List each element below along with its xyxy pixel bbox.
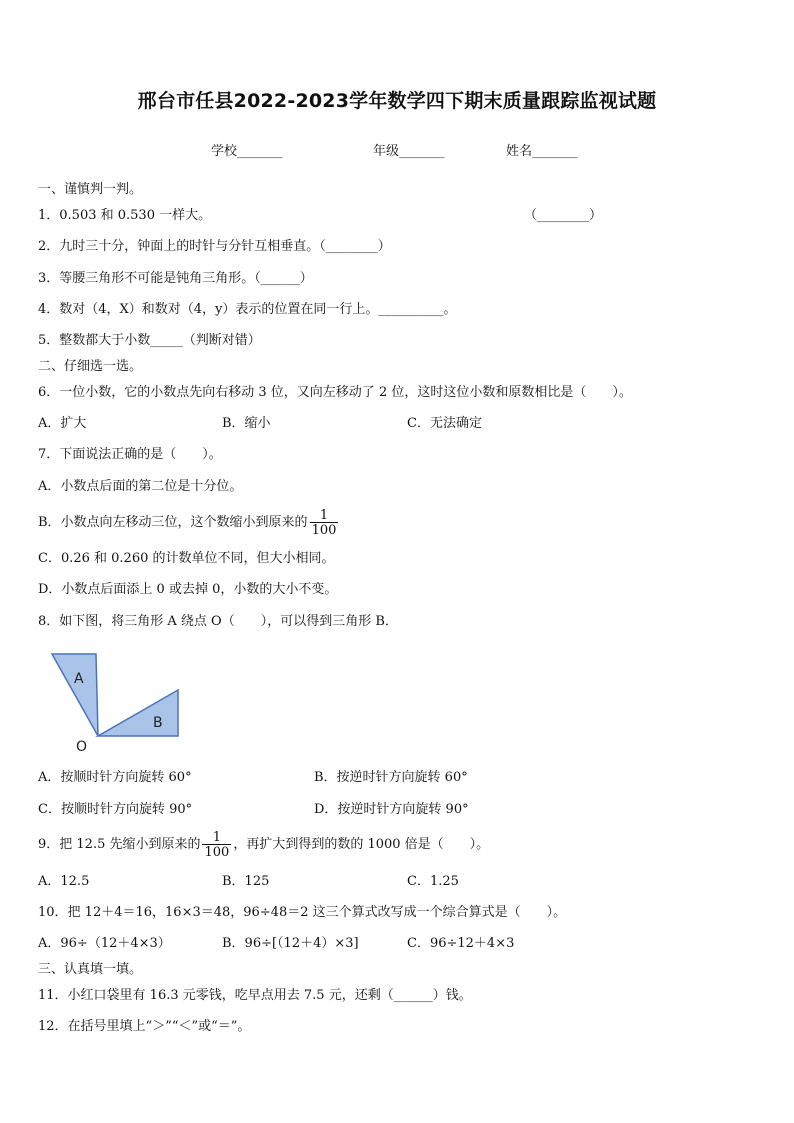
question-3: 3．等腰三角形不可能是钝角三角形。（______） — [38, 271, 313, 286]
section-heading-1: 一、谨慎判一判。 — [38, 182, 143, 197]
section-heading-2: 二、仔细选一选。 — [38, 359, 143, 374]
question-5: 5．整数都大于小数_____（判断对错） — [38, 333, 261, 348]
question-10-option-c: C．96÷12＋4×3 — [407, 936, 515, 951]
triangle-b-label: B — [153, 715, 163, 731]
question-7-option-c: C．0.26 和 0.260 的计数单位不同，但大小相同。 — [38, 551, 335, 566]
question-9-option-b: B．125 — [222, 874, 270, 889]
fraction-one-hundredth — [202, 831, 231, 859]
question-2: 2．九时三十分，钟面上的时针与分针互相垂直。（________） — [38, 239, 391, 254]
question-8-option-d: D．按逆时针方向旋转 90° — [314, 802, 469, 817]
question-6-option-b: B．缩小 — [222, 416, 271, 431]
rotation-figure — [48, 648, 188, 758]
question-1-blank: （________） — [524, 208, 603, 223]
triangle-b — [98, 690, 178, 736]
question-9 — [38, 826, 489, 864]
fraction-numerator: 1 — [212, 829, 222, 845]
question-10-option-b: B．96÷[（12＋4）×3] — [222, 936, 359, 951]
question-12: 12．在括号里填上“＞”“＜”或“＝”。 — [38, 1019, 251, 1034]
question-8-option-b: B．按逆时针方向旋转 60° — [314, 770, 468, 785]
question-7-option-d: D．小数点后面添上 0 或去掉 0，小数的大小不变。 — [38, 582, 338, 597]
question-10: 10．把 12＋4＝16，16×3＝48，96÷48＝2 这三个算式改写成一个综合算式是（ ）。 — [38, 905, 567, 920]
fraction-denominator: 100 — [311, 522, 337, 538]
question-11: 11．小红口袋里有 16.3 元零钱，吃早点用去 7.5 元，还剩（______）钱。 — [38, 988, 472, 1003]
question-8: 8．如下图，将三角形 A 绕点 O（ ），可以得到三角形 B． — [38, 614, 398, 629]
question-1: 1．0.503 和 0.530 一样大。 — [38, 208, 212, 223]
name-field: 姓名_______ — [506, 144, 578, 159]
triangle-a — [52, 654, 98, 736]
fraction-numerator: 1 — [319, 507, 329, 523]
question-7-option-b — [38, 504, 340, 542]
question-10-option-a: A．96÷（12＋4×3） — [38, 936, 171, 951]
section-heading-3: 三、认真填一填。 — [38, 962, 143, 977]
question-6-option-a: A．扩大 — [38, 416, 87, 431]
question-9-text-pre: 9．把 12.5 先缩小到原来的 — [38, 837, 201, 852]
question-8-option-c: C．按顺时针方向旋转 90° — [38, 802, 193, 817]
school-field: 学校_______ — [211, 144, 283, 159]
question-7: 7．下面说法正确的是（ ）。 — [38, 447, 222, 462]
question-7-option-b-text: B．小数点向左移动三位，这个数缩小到原来的 — [38, 515, 308, 530]
point-o-label: O — [76, 739, 88, 755]
grade-field: 年级_______ — [373, 144, 445, 159]
question-8-option-a: A．按顺时针方向旋转 60° — [38, 770, 192, 785]
question-4: 4．数对（4，X）和数对（4，y）表示的位置在同一行上。__________。 — [38, 302, 457, 317]
question-7-option-a: A．小数点后面的第二位是十分位。 — [38, 479, 243, 494]
fraction-denominator: 100 — [204, 844, 230, 860]
question-6: 6．一位小数，它的小数点先向右移动 3 位，又向左移动了 2 位，这时这位小数和原数相比是（ ）。 — [38, 385, 632, 400]
question-9-option-a: A．12.5 — [38, 874, 90, 889]
triangle-a-label: A — [74, 671, 84, 687]
page-title: 邢台市任县2022-2023学年数学四下期末质量跟踪监视试题 — [137, 90, 657, 112]
fraction-one-hundredth — [310, 509, 339, 537]
question-9-text-post: ，再扩大到得到的数的 1000 倍是（ ）。 — [233, 837, 490, 852]
question-9-option-c: C．1.25 — [407, 874, 459, 889]
question-6-option-c: C．无法确定 — [407, 416, 482, 431]
